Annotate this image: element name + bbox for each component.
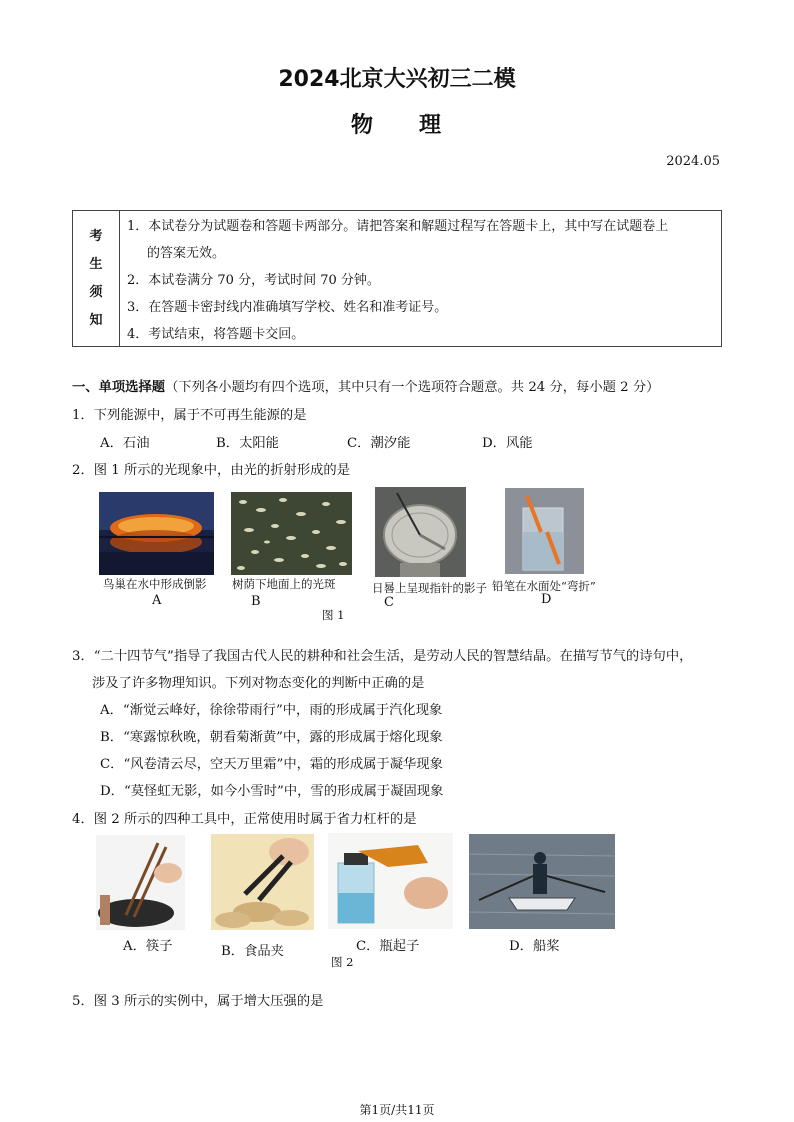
q2-caption-a: 鸟巢在水中形成倒影 [103, 577, 207, 591]
boat-oar-image [469, 834, 615, 929]
figure-1-label: 图 1 [322, 608, 345, 622]
notice-side-char: 生 [89, 257, 103, 272]
page-number: 第1页/共11页 [359, 1103, 435, 1117]
q2-caption-c: 日晷上呈现指针的影子 [372, 581, 487, 595]
q3-option-b: B．“寒露惊秋晚，朝看菊渐黄”中，露的形成属于熔化现象 [100, 730, 443, 745]
section-heading [72, 376, 659, 395]
notice-side-char: 须 [89, 285, 103, 300]
notice-line: 4．考试结束，将答题卡交回。 [127, 327, 305, 342]
bottle-opener-image [328, 833, 453, 929]
food-tongs-image [211, 834, 314, 930]
q4-caption-d: D．船桨 [509, 939, 560, 954]
q2-caption-d: 铅笔在水面处“弯折” [492, 579, 596, 593]
q4-caption-b: B．食品夹 [221, 944, 284, 959]
q2-letter-d: D [541, 592, 552, 607]
q1-option-d: D．风能 [482, 436, 533, 451]
candidate-notice-box [72, 210, 722, 347]
notice-line: 2．本试卷满分 70 分，考试时间 70 分钟。 [127, 273, 380, 288]
sundial-shadow-image [375, 487, 466, 577]
notice-items [119, 211, 721, 346]
subject-char-2: 理 [419, 113, 444, 138]
q4-caption-c: C．瓶起子 [356, 939, 420, 954]
q3-option-d: D．“莫怪虹无影，如今小雪时”中，雪的形成属于凝固现象 [100, 784, 444, 799]
exam-title: 2024北京大兴初三二模 [278, 67, 516, 92]
birds-nest-reflection-image [99, 492, 214, 575]
exam-date: 2024.05 [666, 154, 720, 169]
subject-title [0, 108, 794, 139]
q3-option-c: C．“风卷清云尽，空天万里霜”中，霜的形成属于凝华现象 [100, 757, 443, 772]
notice-side-char: 知 [89, 313, 103, 328]
q4-stem: 4．图 2 所示的四种工具中，正常使用时属于省力杠杆的是 [72, 812, 417, 827]
notice-side-char: 考 [89, 229, 103, 244]
q3-option-a: A．“渐觉云峰好，徐徐带雨行”中，雨的形成属于汽化现象 [100, 703, 443, 718]
q2-letter-b: B [251, 594, 261, 609]
tree-shade-light-spots-image [231, 492, 352, 575]
q3-stem-line-2: 涉及了许多物理知识。下列对物态变化的判断中正确的是 [92, 676, 425, 691]
pencil-in-water-image [505, 488, 584, 574]
section-title: 一、单项选择题 [72, 380, 166, 395]
q3-stem-line-1: 3．“二十四节气”指导了我国古代人民的耕种和社会生活，是劳动人民的智慧结晶。在描写节气的诗句中， [72, 649, 693, 664]
notice-line: 3．在答题卡密封线内准确填写学校、姓名和准考证号。 [127, 300, 448, 315]
figure-2-label: 图 2 [331, 955, 354, 969]
q1-option-b: B．太阳能 [216, 436, 279, 451]
q4-caption-a: A．筷子 [123, 939, 173, 954]
q1-option-a: A．石油 [100, 436, 150, 451]
subject-char-1: 物 [350, 113, 375, 138]
q2-stem: 2．图 1 所示的光现象中，由光的折射形成的是 [72, 463, 351, 478]
notice-side-label [73, 211, 120, 346]
notice-line: 的答案无效。 [147, 246, 226, 261]
section-description: （下列各小题均有四个选项，其中只有一个选项符合题意。共 24 分，每小题 2 分） [165, 380, 660, 395]
notice-line: 1．本试卷分为试题卷和答题卡两部分。请把答案和解题过程写在答题卡上，其中写在试题卷上 [127, 219, 669, 234]
chopsticks-image [96, 835, 185, 930]
q2-caption-b: 树荫下地面上的光斑 [232, 577, 336, 591]
q5-stem: 5．图 3 所示的实例中，属于增大压强的是 [72, 994, 324, 1009]
q1-stem: 1．下列能源中，属于不可再生能源的是 [72, 408, 307, 423]
q2-letter-a: A [152, 593, 162, 608]
q1-option-c: C．潮汐能 [347, 436, 411, 451]
q2-letter-c: C [384, 595, 394, 610]
